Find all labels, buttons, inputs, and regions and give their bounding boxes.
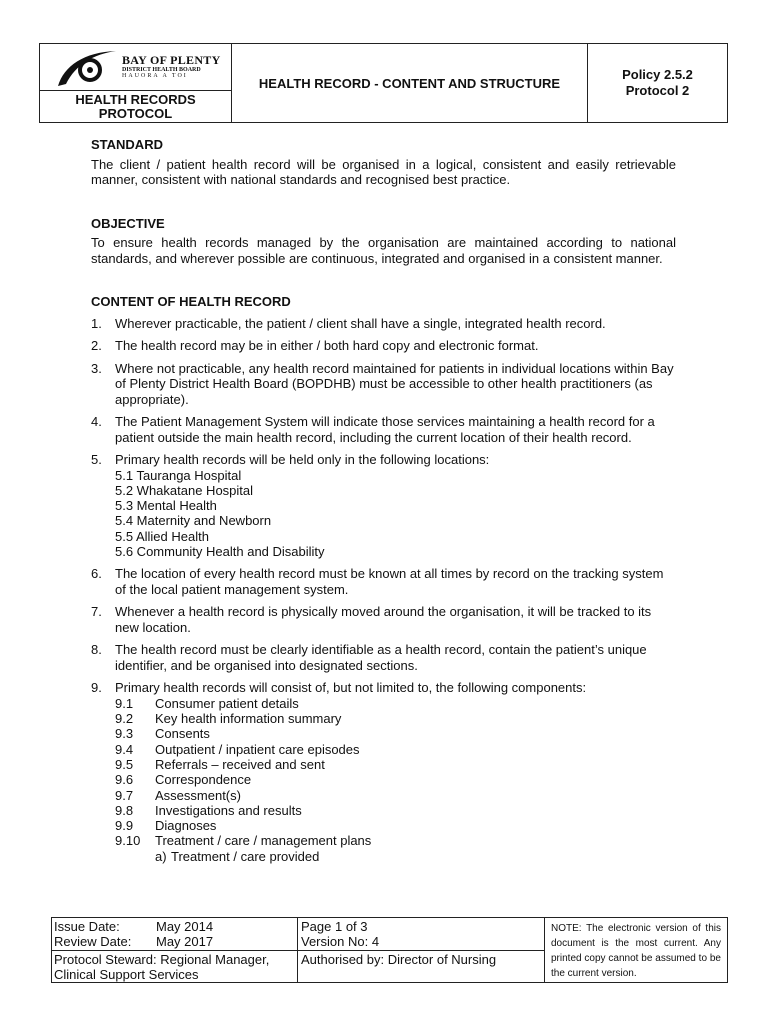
- list-item: 6. The location of every health record must be known at all times by record on the tracking system of the local patient management system.: [91, 566, 664, 597]
- review-date-label: Review Date:: [54, 934, 132, 949]
- component-item: 9.9 Diagnoses: [115, 818, 217, 834]
- component-item: 9.7 Assessment(s): [115, 787, 241, 803]
- location-item: 5.4 Maternity and Newborn: [115, 513, 272, 529]
- location-item: 5.6 Community Health and Disability: [115, 543, 325, 559]
- component-item: 9.1 Consumer patient details: [115, 695, 299, 711]
- logo-line-1: BAY OF PLENTY: [122, 53, 221, 67]
- electronic-version-note: NOTE: The electronic version of this document is the most current. Any printed copy cannot be assumed to be the current version.: [551, 923, 721, 979]
- bop-dhb-logo-icon: [54, 48, 120, 88]
- issue-date-label: Issue Date:: [54, 919, 120, 934]
- logo-line-2: DISTRICT HEALTH BOARD: [122, 67, 201, 73]
- logo-cell: [40, 44, 232, 91]
- issue-date-value: May 2014: [156, 919, 214, 934]
- header-table: [39, 43, 728, 123]
- objective-heading: OBJECTIVE: [91, 215, 165, 231]
- list-item: 9. Primary health records will consist of, but not limited to, the following components: 9.1 Consumer patient details 9.2 Key health information summary 9.3 Consents 9.4 Outpatient / inpatient care episodes 9.5 Referrals – received and sent 9.6 Correspondence 9.7 Assessment(s) 9.8 Investigations and results 9.9 Diagnoses 9.10 Treatment / care / management plans a) Treatment / care provided: [91, 680, 676, 864]
- list-item: 8. The health record must be clearly identifiable as a health record, contain the patient’s unique identifier, and be organised into designated sections.: [91, 642, 647, 673]
- policy-number: Policy 2.5.2: [622, 67, 693, 82]
- document-body: [91, 137, 676, 871]
- location-item: 5.3 Mental Health: [115, 498, 217, 514]
- document-title: HEALTH RECORD - CONTENT AND STRUCTURE: [232, 44, 588, 122]
- objective-text: To ensure health records managed by the organisation are maintained according to national standards, and wherever possible are continuous, integrated and organised in a consistent manner.: [91, 235, 676, 266]
- list-item: 5. Primary health records will be held only in the following locations: 5.1 Tauranga Hospital 5.2 Whakatane Hospital 5.3 Mental Health 5.4 Maternity and Newborn 5.5 Allied Health 5.6 Community Health and Disability: [91, 452, 676, 559]
- location-item: 5.5 Allied Health: [115, 528, 209, 544]
- standard-heading: STANDARD: [91, 137, 163, 152]
- logo-line-3: HAUORA A TOI: [122, 73, 188, 79]
- component-item: 9.2 Key health information summary: [115, 711, 342, 727]
- components-list: [115, 696, 676, 864]
- list-item: 2. The health record may be in either / both hard copy and electronic format.: [91, 338, 539, 353]
- version-number: Version No: 4: [301, 934, 380, 949]
- protocol-number: Protocol 2: [625, 83, 690, 98]
- component-subitem: a) Treatment / care provided: [155, 848, 320, 864]
- locations-list: [115, 468, 676, 560]
- protocol-steward: Protocol Steward: Regional Manager, Clinical Support Services: [52, 951, 298, 982]
- component-item: 9.5 Referrals – received and sent: [115, 756, 325, 772]
- content-list: [91, 316, 676, 865]
- component-item: 9.6 Correspondence: [115, 772, 252, 788]
- page-version-cell: [298, 918, 545, 951]
- standard-text: The client / patient health record will be organised in a logical, consistent and easily retrievable manner, consistent with national standards and recognised best practice.: [91, 156, 676, 187]
- component-item: 9.4 Outpatient / inpatient care episodes: [115, 741, 360, 757]
- component-item: 9.3 Consents: [115, 726, 210, 742]
- list-item: 3. Where not practicable, any health record maintained for patients in individual locations within Bay of Plenty District Health Board (BOPDHB) must be accessible to other health practitioners (as appropriate).: [91, 360, 674, 407]
- location-item: 5.1 Tauranga Hospital: [115, 467, 242, 483]
- protocol-type-line-2: PROTOCOL: [98, 106, 173, 121]
- review-date-value: May 2017: [156, 934, 214, 949]
- component-item: 9.8 Investigations and results: [115, 802, 302, 818]
- list-item: 4. The Patient Management System will indicate those services maintaining a health record for a patient outside the main health record, including the current location of their health record.: [91, 414, 655, 445]
- content-heading: CONTENT OF HEALTH RECORD: [91, 294, 291, 309]
- protocol-type-line-1: HEALTH RECORDS: [75, 92, 196, 107]
- component-item: 9.10 Treatment / care / management plans: [115, 833, 372, 849]
- footer-table: [51, 917, 728, 983]
- authorised-by: Authorised by: Director of Nursing: [298, 951, 545, 982]
- list-item: 1. Wherever practicable, the patient / client shall have a single, integrated health record.: [91, 315, 606, 331]
- protocol-type-label: [40, 91, 232, 123]
- list-item: 7. Whenever a health record is physically moved around the organisation, it will be tracked to its new location.: [91, 604, 652, 635]
- page-number: Page 1 of 3: [301, 919, 368, 934]
- location-item: 5.2 Whakatane Hospital: [115, 482, 254, 498]
- policy-number-cell: [588, 44, 727, 122]
- dates-cell: [52, 918, 298, 951]
- logo-text: [122, 53, 221, 79]
